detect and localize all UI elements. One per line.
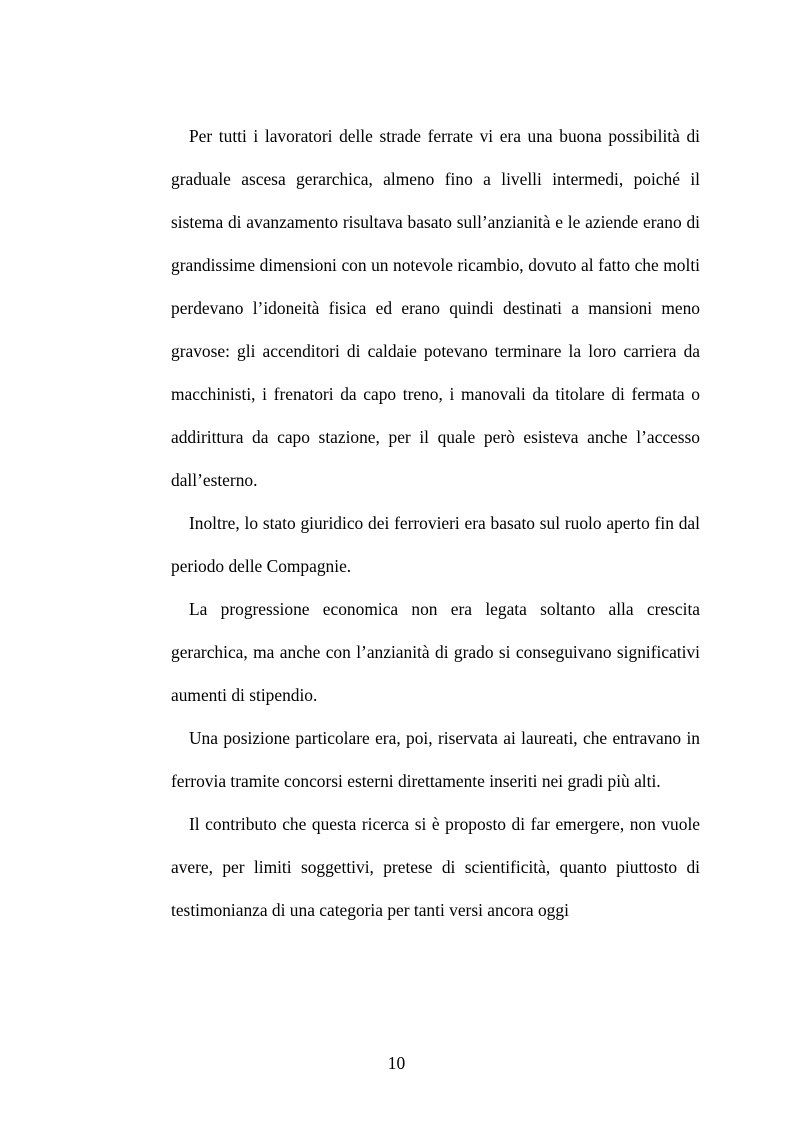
- paragraph: Il contributo che questa ricerca si è proposto di far emergere, non vuole avere, per limiti soggettivi, pretese di scientificità, quanto piuttosto di testimonianza di una categoria per tanti versi ancora oggi: [171, 814, 700, 920]
- body-text: [171, 115, 700, 932]
- paragraph: Per tutti i lavoratori delle strade ferrate vi era una buona possibilità di graduale ascesa gerarchica, almeno fino a livelli intermedi, poiché il sistema di avanzamento risultava basato sull’anzianità e le aziende erano di grandissime dimensioni con un notevole ricambio, dovuto al fatto che molti perdevano l’idoneità fisica ed erano quindi destinati a mansioni meno gravose: gli accenditori di caldaie potevano terminare la loro carriera da macchinisti, i frenatori da capo treno, i manovali da titolare di fermata o addirittura da capo stazione, per il quale però esisteva anche l’accesso dall’esterno.: [171, 126, 700, 490]
- paragraph: Una posizione particolare era, poi, riservata ai laureati, che entravano in ferrovia tramite concorsi esterni direttamente inseriti nei gradi più alti.: [171, 728, 700, 791]
- page-number: 10: [387, 1053, 406, 1073]
- paragraph: Inoltre, lo stato giuridico dei ferrovieri era basato sul ruolo aperto fin dal periodo delle Compagnie.: [171, 513, 700, 576]
- paragraph: La progressione economica non era legata soltanto alla crescita gerarchica, ma anche con l’anzianità di grado si conseguivano significativi aumenti di stipendio.: [171, 599, 700, 705]
